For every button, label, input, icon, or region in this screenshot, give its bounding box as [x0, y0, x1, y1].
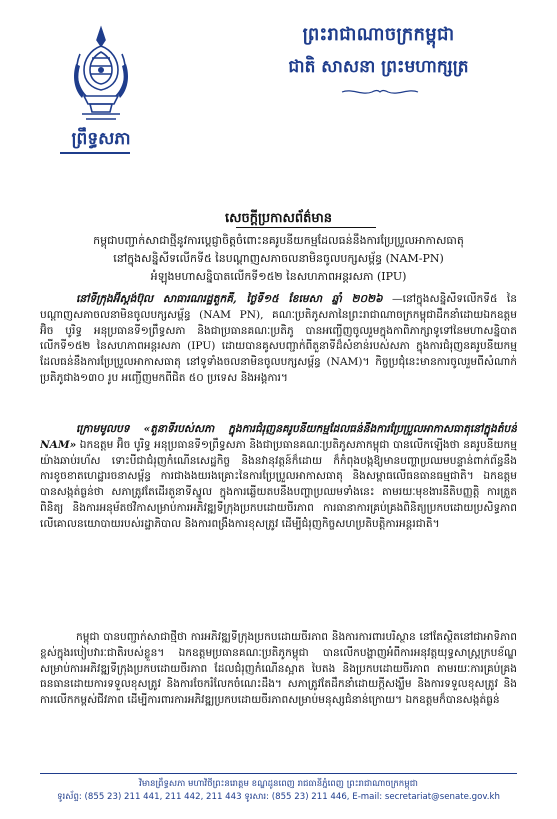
footer-contact: ទូរស័ព្ទ: (855 23) 211 441, 211 442, 211 443 ទូរសារ: (855 23) 211 446, E-mail: secretariat@senate.gov.kh [57, 792, 500, 802]
national-motto: ជាតិ សាសនា ព្រះមហាក្សត្រ [288, 57, 469, 77]
paragraph-3 [40, 630, 517, 766]
footer-divider [40, 773, 517, 774]
subtitle-line-2: នៅក្នុងសន្និសីទលើកទី៥ នៃបណ្តាញសភាចលនាមិនចូលបក្សសម្ព័ន្ធ (NAM-PN) [113, 252, 444, 265]
paragraph-3-text: កម្ពុជា បានបញ្ជាក់សាជាថ្មីថា ការអភិវឌ្ឍទីក្រុងប្រកបដោយចីរភាព និងការការពារបរិស្ថាន នៅតែស្ថិតនៅជាអាទិភាពខ្ពស់ក្នុងរបៀបវារៈជាតិរបស់ខ្លួន។ ឯកឧត្តមប្រធានគណៈប្រតិភូកម្ពុជា បានលើកបង្ហាញអំពីការអនុវត្តយុទ្ធសាស្ត្រក្របខ័ណ្ឌសម្រាប់ការអភិវឌ្ឍទីក្រុងប្រកបដោយចីរភាព ដែលជំរុញកំណើនស្អាត បៃតង និងប្រកបដោយចីរភាព តាមរយៈការគ្រប់គ្រងធនធានដោយការទទួលខុសត្រូវ និងការចែករំលែកចំណេះដឹង។ សភាត្រូវតែដឹកនាំដោយក្តីសង្ឃឹម និងការទទួលខុសត្រូវ និងការលើកកម្ពស់ជីវភាព ដើម្បីការពារការអភិវឌ្ឍប្រកបដោយចីរភាពសម្រាប់មនុស្សជំនាន់ក្រោយ។ ឯកឧត្តមក៏បានសង្កត់ធ្ងន់ [40, 631, 517, 707]
paragraph-2-text: ឯកឧត្តម អ៊ិច បូរិទ្ធ អនុប្រធានទី១ព្រឹទ្ធសភា និងជាប្រធានគណៈប្រតិភូសភាកម្ពុជា បានលើកឡើងថា នគរូបនីយកម្មយ៉ាងឆាប់រហ័ស ទោះបីជាជំរុញកំណើនសេដ្ឋកិច្ច និងនវានុវត្តន៍ក៏ដោយ ក៏កំពុងបង្កឱ្យមានបញ្ហាប្រឈមបន្ទាន់ពាក់ព័ន្ធនឹងការខូចខាតហេដ្ឋារចនាសម្ព័ន្ធ ការជាងងយរងគ្រោះនៃការប្រែប្រួលអាកាសធាតុ និងសម្ពាធលើធនធានធម្មជាតិ។ ឯកឧត្តម បានសង្កត់ធ្ងន់ថា សភាត្រូវតែដើរតួនាទីស្នូល ក្នុងការឆ្លើយតបនឹងបញ្ហាប្រឈមទាំងនេះ តាមរយៈមុខងារនីតិបញ្ញត្តិ ការត្រួតពិនិត្យ និងការអនុម័តថវិកាសម្រាប់ការអភិវឌ្ឍទីក្រុងប្រកបដោយចីរភាព ការធានាការគ្រប់គ្រងពិនិត្យប្រកបដោយប្រសិទ្ធភាពលើគោលនយោបាយរបស់រដ្ឋាភិបាល និងការពង្រឹងការខុសត្រូវ ដើម្បីជំរុញកិច្ចសហប្រតិបត្តិការអន្តរជាតិ។ [40, 438, 517, 530]
heading-ornament-icon [340, 88, 420, 96]
document-title: សេចក្តីប្រកាសព័ត៌មាន [224, 211, 333, 226]
kingdom-heading: ព្រះរាជាណាចក្រកម្ពុជា [302, 24, 455, 45]
paragraph-2-lead: ក្រោមមូលបទ «តួនាទីរបស់សភា ក្នុងការជំរុញនគរូបនីយកម្មដែលធន់នឹងការប្រែប្រួលអាកាសធាតុនៅក្នុងតំបន់ NAM» [40, 423, 517, 451]
institution-underline [60, 152, 130, 154]
footer-address: វិមានព្រឹទ្ធសភា មហាវិថីព្រះនរោត្តម ខណ្ឌដូនពេញ រាជធានីភ្នំពេញ ព្រះរាជាណាចក្រកម្ពុជា [139, 779, 418, 789]
paragraph-2 [40, 422, 517, 622]
title-underline [236, 227, 376, 228]
subtitle-line-1: កម្ពុជាបញ្ជាក់សាជាថ្មីនូវការប្តេជ្ញាចិត្តចំពោះនគរូបនីយកម្មដែលធន់នឹងការប្រែប្រួលអាកាសធាតុ [93, 234, 464, 247]
paragraph-1 [40, 292, 517, 412]
paragraph-1-text: —នៅក្នុងសន្និសីទលើកទី៥ នៃបណ្តាញសភាចលនាមិនចូលបក្សសម្ព័ន្ធ (NAM PN), គណៈប្រតិភូសភានៃព្រះរាជាណាចក្រកម្ពុជាដឹកនាំដោយឯកឧត្តម អ៊ិច បូរិទ្ធ អនុប្រធានទី១ព្រឹទ្ធសភា និងជាប្រធានគណៈប្រតិភូ បានអញ្ជើញចូលរួមក្នុងកាពិភាក្សាទូទៅនៃមហាសន្និបាតលើកទី១៥២ នៃសហភាពអន្តរសភា (IPU) ដោយបានគូសបញ្ជាក់ពីតួនាទីដ៏សំខាន់របស់សភា ក្នុងការជំរុញនគរូបនីយកម្មដែលធន់នឹងការប្រែប្រួលអាកាសធាតុ នៅទូទាំងចលនាមិនចូលបក្សសម្ព័ន្ធ (NAM)។ កិច្ចប្រជុំនេះមានការចូលរួមពីសំណាក់ប្រតិភូជាង១៣០ រូប អញ្ជើញមកពីជិត ៥០ ប្រទេស និងអង្គការ។ [40, 293, 517, 384]
paragraph-1-lead: នៅទីក្រុងអ៊ីស្តង់ប៊ុល សាធារណរដ្ឋតួកគី, ថ្ងៃទី១៥ ខែមេសា ឆ្នាំ ២០២៦ [76, 293, 383, 305]
senate-emblem-icon [70, 24, 132, 124]
subtitle-line-3: អំឡុងមហាសន្និបាតលើកទី១៥២ នៃសហភាពអន្តរសភា (IPU) [150, 270, 407, 283]
institution-name: ព្រឹទ្ធសភា [71, 129, 131, 149]
